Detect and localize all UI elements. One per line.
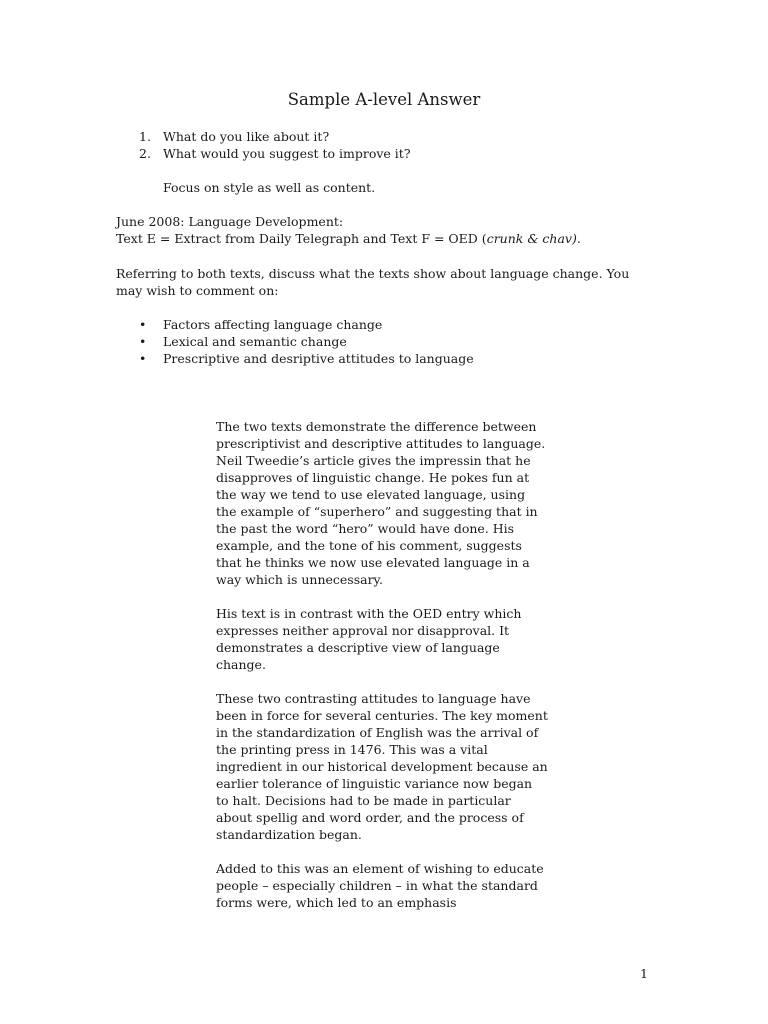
focus-note: Focus on style as well as content. <box>163 180 376 195</box>
bullet-icon: • <box>139 351 147 366</box>
list-number: 1. <box>139 129 151 144</box>
exam-line-2 <box>116 230 656 247</box>
exam-line-2-italic: crunk & chav) <box>486 231 577 246</box>
exam-info <box>116 213 656 247</box>
list-item <box>139 145 411 162</box>
list-item-text: Factors affecting language change <box>163 317 383 332</box>
answer-paragraph: The two texts demonstrate the difference between prescriptivist and descriptive attitudes to language. Neil Tweedie’s article gives the impressin that he disapproves of linguistic change. He pokes fun at the way we tend to use elevated language, using the example of “superhero” and suggesting that in the past the word “hero” would have done. His example, and the tone of his comment, suggests that he thinks we now use elevated language in a way which is unnecessary. <box>216 419 546 587</box>
list-item-text: What would you suggest to improve it? <box>163 146 411 161</box>
bullet-icon: • <box>139 334 147 349</box>
sample-answer <box>216 418 548 928</box>
exam-line-1: June 2008: Language Development: <box>116 214 344 229</box>
exam-line-2-end: . <box>576 231 581 246</box>
list-item <box>139 333 474 350</box>
list-item <box>139 316 474 333</box>
question-prompt: Referring to both texts, discuss what the texts show about language change. You may wish to comment on: <box>116 266 630 298</box>
answer-paragraph: These two contrasting attitudes to language have been in force for several centuries. The key moment in the standardization of English was the arrival of the printing press in 1476. This was a vital ingredient in our historical development because an earlier tolerance of linguistic variance now began to halt. Decisions had to be made in particular about spellig and word order, and the process of standardization began. <box>216 691 548 842</box>
list-item <box>139 128 411 145</box>
answer-paragraph: Added to this was an element of wishing to educate people – especially children – in what the standard forms were, which led to an emphasis <box>216 861 544 910</box>
answer-paragraph: His text is in contrast with the OED entry which expresses neither approval nor disapproval. It demonstrates a descriptive view of language change. <box>216 606 522 672</box>
list-number: 2. <box>139 146 151 161</box>
list-item-text: Prescriptive and desriptive attitudes to language <box>163 351 474 366</box>
page-title: Sample A-level Answer <box>287 90 481 109</box>
list-item <box>139 350 474 367</box>
bullet-list <box>139 316 474 367</box>
page-number: 1 <box>640 966 648 981</box>
list-item-text: Lexical and semantic change <box>163 334 347 349</box>
question-list <box>139 128 411 162</box>
bullet-icon: • <box>139 317 147 332</box>
list-item-text: What do you like about it? <box>163 129 330 144</box>
exam-line-2-text: Text E = Extract from Daily Telegraph and Text F = OED ( <box>116 231 487 246</box>
